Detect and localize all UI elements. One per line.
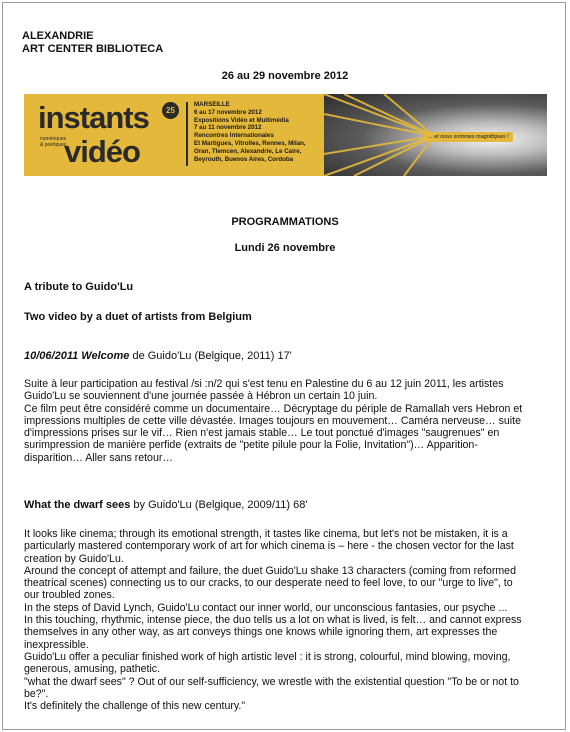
text-line: be?". — [24, 687, 49, 700]
film1-description — [24, 378, 554, 464]
text-line: surimpression de manière perfide (extraits de "petite pilule pour la Folie, Invitation")… Apparition- — [24, 439, 478, 452]
venue-city: ALEXANDRIE — [22, 30, 94, 42]
banner-info-line: Rencontres Internationales — [194, 132, 274, 140]
text-line: particularly mastered contemporary work of art for which cinema is – here - the chosen vector for the last — [24, 540, 514, 553]
film2-credit: by Guido'Lu (Belgique, 2009/11) 68' — [130, 499, 308, 511]
festival-logo — [38, 96, 178, 174]
text-line: theatrical scenes) connecting us to our cracks, to our desperate need to feel love, to our "urge to live", to — [24, 577, 513, 590]
film2-description — [24, 528, 554, 712]
venue-name: ART CENTER BIBLIOTECA — [22, 43, 164, 55]
text-line: generous, amusing, pathetic. — [24, 663, 161, 676]
banner-info — [194, 101, 324, 163]
text-line: It looks like cinema; through its emotional strength, it tastes like cinema, but let's not be mistaken, it is a — [24, 528, 508, 540]
edition-badge: 25 — [162, 102, 179, 119]
text-line: Guido'Lu se souviennent d'une journée passée à Hébron un certain 10 juin. — [24, 390, 378, 403]
text-line: Around the concept of attempt and failure, the duet Guido'Lu shake 13 characters (coming from reformed — [24, 564, 516, 577]
banner-photo — [324, 94, 547, 176]
text-line: "what the dwarf sees" ? Out of our self-sufficiency, we wrestle with the existential question "To be or not to — [24, 675, 519, 688]
film2-heading — [24, 499, 307, 511]
text-line: themselves in any other way, as art conveys things one knows while ignoring them, art expresses the — [24, 626, 498, 639]
section-heading: PROGRAMMATIONS — [231, 216, 339, 228]
film1-heading — [24, 350, 292, 362]
logo-word-instants: instants — [38, 100, 149, 135]
tribute-heading: A tribute to Guido'Lu — [24, 281, 134, 293]
text-line: inexpressible. — [24, 638, 89, 651]
banner-caption: ... et nous sommes magnifiques ! — [424, 132, 513, 142]
text-line: It's definitely the challenge of this new century." — [24, 700, 246, 713]
logo-word-video: vidéo — [64, 134, 140, 169]
logo-subtitle: numériques & poétiques — [40, 136, 67, 148]
film1-credit: de Guido'Lu (Belgique, 2011) 17' — [129, 350, 292, 362]
text-line: Suite à leur participation au festival /si :n/2 qui s'est tenu en Palestine du 6 au 12 juin 2011, les artistes — [24, 378, 504, 390]
text-line: In the steps of David Lynch, Guido'Lu contact our inner world, our unconscious fantasies, our psyche ... — [24, 601, 508, 614]
banner-info-line: Et Martigues, Vitrolles, Rennes, Milan, — [194, 139, 306, 147]
duet-heading: Two video by a duet of artists from Belgium — [24, 311, 252, 323]
program-day: Lundi 26 novembre — [234, 242, 336, 254]
film2-title: What the dwarf sees — [24, 499, 131, 511]
banner-info-line: 7 au 11 novembre 2012 — [194, 124, 262, 132]
text-line: impressions multiples de cette ville dévastée. Images toujours en mouvement… Caméra nerveuse… suite — [24, 414, 521, 427]
banner-info-line: Expositions Vidéo et Multimédia — [194, 116, 289, 124]
text-line: Guido'Lu offer a peculiar finished work of high artistic level : it is strong, colourful, mind blowing, moving, — [24, 650, 511, 663]
banner-info-line: Oran, Tlemcen, Alexandrie, Le Caire, — [194, 147, 302, 155]
film1-title: 10/06/2011 Welcome — [24, 350, 130, 362]
event-dates: 26 au 29 novembre 2012 — [221, 70, 349, 82]
banner-info-line: 6 au 17 novembre 2012 — [194, 108, 262, 116]
text-line: our troubled zones. — [24, 589, 115, 602]
text-line: creation by Guido'Lu. — [24, 552, 124, 565]
banner-divider — [186, 102, 188, 166]
text-line: disparition… Aller sans retour… — [24, 451, 173, 464]
banner-info-line: MARSEILLE — [194, 101, 230, 108]
text-line: Ce film peut être considéré comme un documentaire… Décryptage du périple de Ramallah vers Hebron et — [24, 402, 523, 415]
text-line: In this touching, rhythmic, intense piece, the duo tells us a lot on what is lived, is felt… and cannot express — [24, 614, 522, 627]
venue — [22, 30, 163, 56]
banner-info-line: Beyrouth, Buenos Aires, Cordoba — [194, 155, 294, 163]
festival-banner — [24, 94, 547, 176]
text-line: d'impressions prises sur le vif… Rien n'est jamais stable… Le tout ponctué d'images "saugrenues" en — [24, 427, 500, 440]
